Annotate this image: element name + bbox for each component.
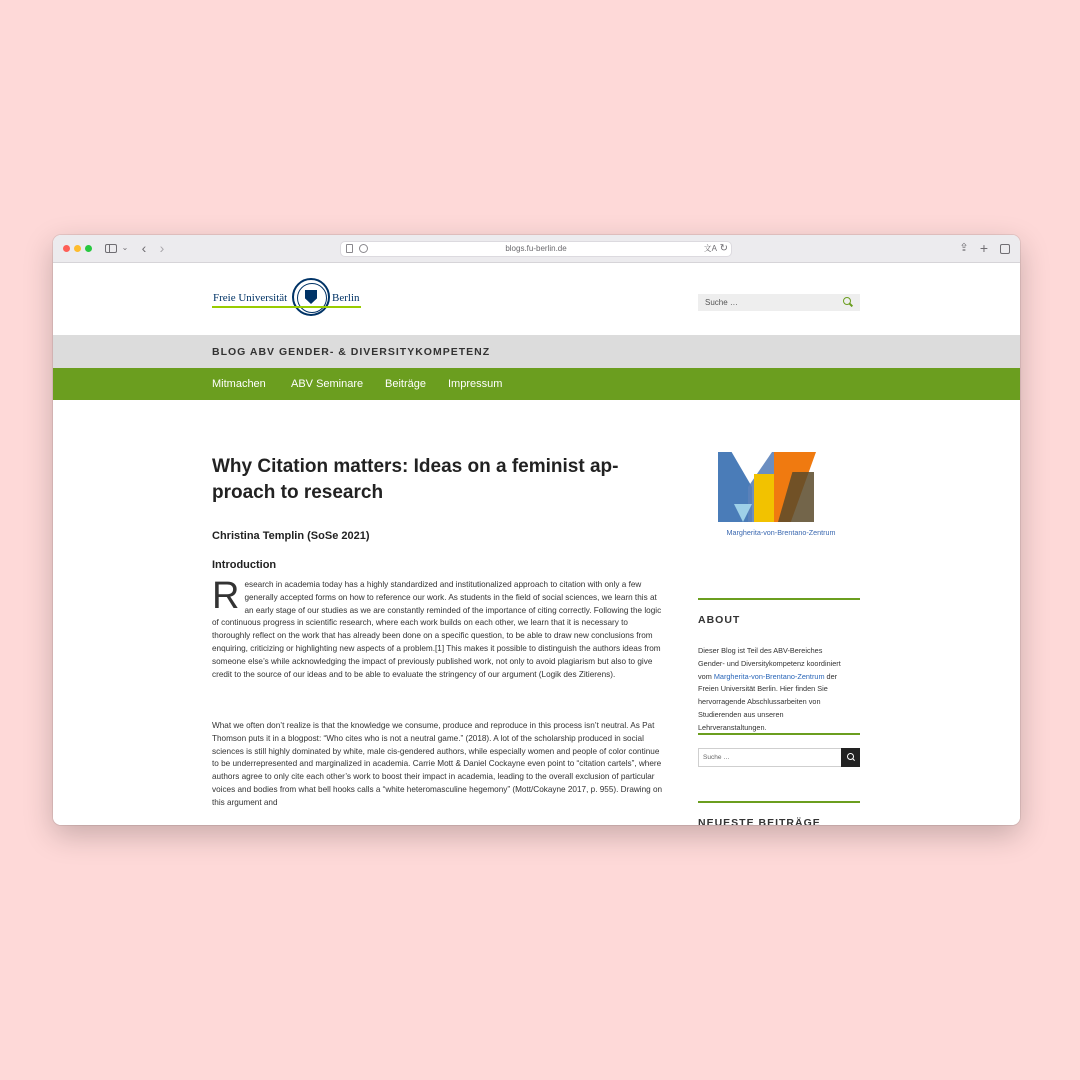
article-paragraph <box>212 575 664 681</box>
header-search-placeholder: Suche … <box>705 298 738 307</box>
plus-icon[interactable]: + <box>979 240 989 256</box>
divider <box>698 733 860 735</box>
logo-caption: Margherita-von-Brentano-Zentrum <box>726 528 836 537</box>
browser-window <box>53 235 1020 825</box>
browser-toolbar <box>53 235 1020 263</box>
header-search-input[interactable] <box>698 294 860 311</box>
main-nav <box>53 368 1020 400</box>
intro-heading: Introduction <box>212 559 277 571</box>
reload-icon[interactable]: ↻ <box>719 243 728 254</box>
about-text-part: Dieser Blog ist Teil des ABV-Bereiches Gender- und Diversitykompetenz koordiniert vom <box>698 646 841 681</box>
tabs-icon[interactable] <box>1000 244 1010 254</box>
translate-icon[interactable]: 文A <box>703 244 717 253</box>
nav-item-abv-seminare[interactable]: ABV Seminare <box>291 378 364 390</box>
web-page <box>53 263 1020 825</box>
address-bar[interactable] <box>340 241 732 257</box>
sidebar-search-placeholder: Suche … <box>703 754 730 761</box>
about-text-part: der Freien Universität Berlin. Hier finden Sie hervorragende Abschlussarbeiten von Studierenden aus unseren Lehrveranstaltungen. <box>698 671 838 732</box>
blog-title[interactable]: BLOG ABV GENDER- & DIVERSITYKOMPETENZ <box>212 346 491 358</box>
blog-title-bar <box>53 335 1020 368</box>
article-paragraph: What we often don’t realize is that the knowledge we consume, produce and reproduce in this process isn’t neutral. As Pat Thomson puts it in a blogpost: “Who cites who is not a neutral game.” (2018). A lot of the scholarship produced in social sciences is still highly dominated by white, male cis-gendered authors, while especially women and people of color continue to be underrepresented and marginalized in academia. Carrie Mott & Daniel Cockayne even point to “citation cartels”, where authors agree to only cite each other’s work to boost their impact in academia, leading to the overall exclusion of particular voices and bodies from what bell hooks calls a “white heteromasculine hegemony” (Mott/Cokayne 2017, p. 955). Drawing on this argument and <box>212 721 663 807</box>
search-button[interactable] <box>841 748 860 767</box>
logo-underline <box>212 306 361 308</box>
logo-text-left: Freie Universität <box>213 292 288 304</box>
divider <box>698 598 860 600</box>
paragraph-text: esearch in academia today has a highly standardized and institutionalized approach to citation with only a few generally accepted forms on how to reference our work. As students in the field of social sciences, we learn this at an early stage of our studies as we are constantly reminded of the importance of citing correctly. Following the logic of continuous progress in scientific research, where each work builds on each other, we learn that it is necessary to thoroughly reflect on the work that has already been done on a specific question, to be able to draw new conclusions from enquiring, criticizing or highlighting new aspects of a problem.[1] This makes it possible to distinguish the authors ideas from someone else’s while acknowledging the impact of previously published work, not only to avoid plagiarism but also to give credit to the source of our ideas and to be able to evaluate the stringency of our argument (Logik des Zitierens). <box>212 580 662 679</box>
logo-text-right: Berlin <box>332 292 360 304</box>
sidebar-icon[interactable] <box>105 244 117 253</box>
search-icon[interactable] <box>843 297 851 305</box>
article-title: Why Citation matters: Ideas on a feminist approach to research <box>212 456 619 503</box>
chevron-down-icon[interactable]: ⌄ <box>121 243 129 252</box>
divider <box>698 801 860 803</box>
back-icon[interactable]: ‹ <box>141 240 147 256</box>
zoom-window-button[interactable] <box>85 245 92 252</box>
nav-item-impressum[interactable]: Impressum <box>448 378 503 390</box>
share-icon[interactable]: ⇪ <box>959 242 969 254</box>
url-text: blogs.fu-berlin.de <box>505 244 567 253</box>
article-author: Christina Templin (SoSe 2021) <box>212 530 370 542</box>
drop-cap: R <box>212 575 240 617</box>
site-header <box>53 263 1020 335</box>
mvbz-link[interactable]: Margherita-von-Brentano-Zentrum <box>713 671 825 681</box>
forward-icon[interactable]: › <box>159 240 165 256</box>
nav-item-beitraege[interactable]: Beiträge <box>385 378 426 390</box>
fu-berlin-logo[interactable] <box>212 278 362 322</box>
sidebar-search-input[interactable] <box>698 748 860 767</box>
nav-item-mitmachen[interactable]: Mitmachen <box>212 378 266 390</box>
seal-icon <box>292 278 330 316</box>
about-text <box>698 645 848 735</box>
minimize-window-button[interactable] <box>74 245 81 252</box>
mvbz-logo[interactable] <box>714 452 848 542</box>
recent-posts-heading: NEUESTE BEITRÄGE <box>698 817 821 825</box>
about-heading: ABOUT <box>698 614 741 626</box>
close-window-button[interactable] <box>63 245 70 252</box>
